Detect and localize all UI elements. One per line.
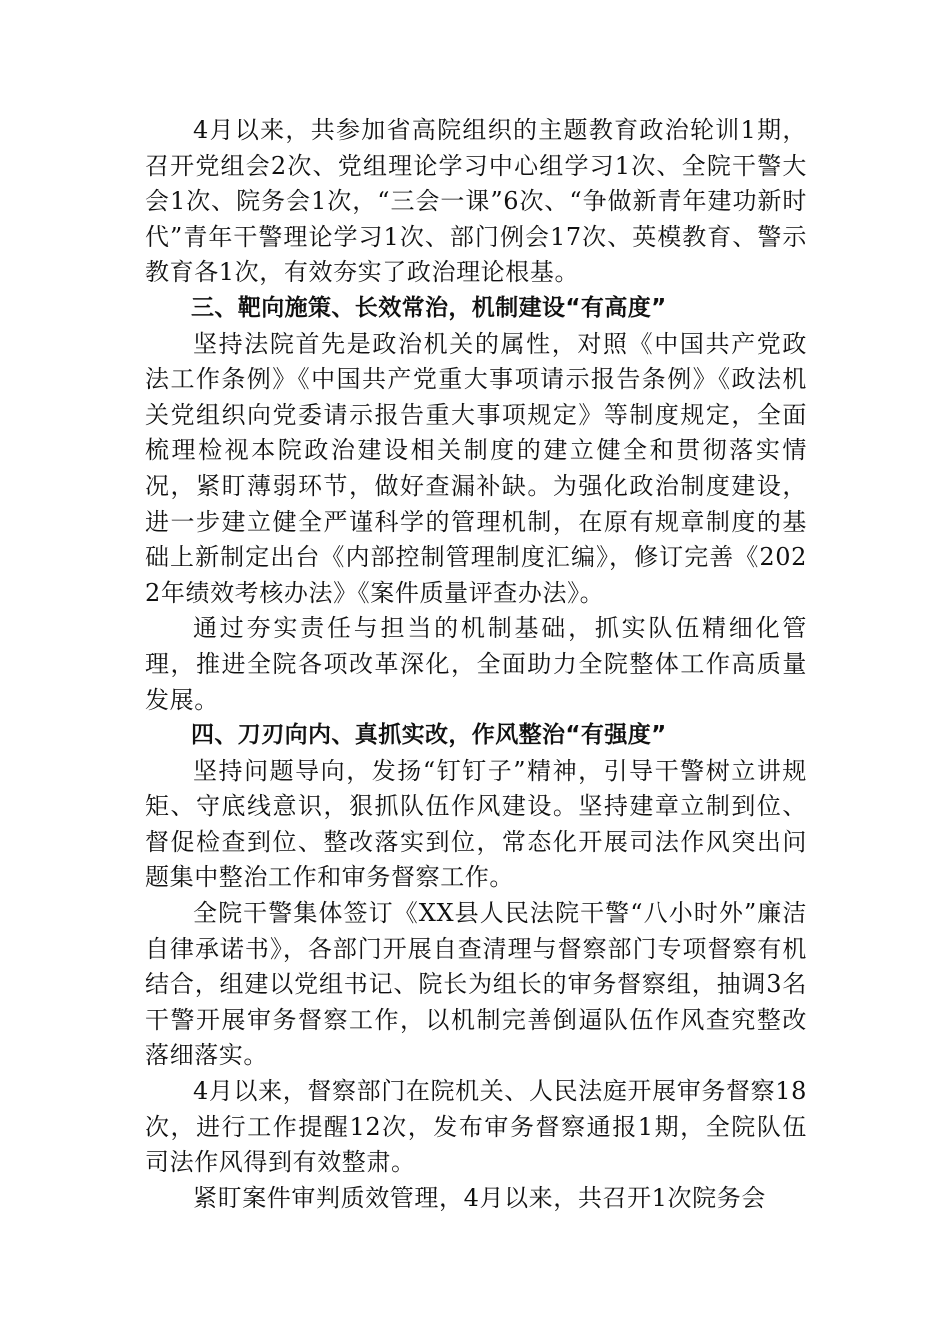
paragraph-integrity-pledge: 全院干警集体签订《XX县人民法院干警“八小时外”廉洁自律承诺书》，各部门开展自查清理与督察部门专项督察有机结合，组建以党组书记、院长为组长的审务督察组，抽调3名干警开展审务督察工作，以机制完善倒逼队伍作风查究整改落细落实。 xyxy=(145,899,807,1070)
paragraph-political-study-summary: 4月以来，共参加省高院组织的主题教育政治轮训1期，召开党组会2次、党组理论学习中心组学习1次、全院干警大会1次、院务会1次，“三会一课”6次、“争做新青年建功新时代”青年干警理论学习1次、部门例会17次、英模教育、警示教育各1次，有效夯实了政治理论根基。 xyxy=(145,116,807,287)
paragraph-mechanism-foundation: 通过夯实责任与担当的机制基础，抓实队伍精细化管理，推进全院各项改革深化，全面助力全院整体工作高质量发展。 xyxy=(145,614,807,714)
paragraph-case-quality-management: 紧盯案件审判质效管理，4月以来，共召开1次院务会 xyxy=(193,1183,766,1212)
document-body xyxy=(145,113,807,1216)
paragraph-inspection-results: 4月以来，督察部门在院机关、人民法庭开展审务督察18次，进行工作提醒12次，发布审务督察通报1期，全院队伍司法作风得到有效整肃。 xyxy=(145,1077,807,1177)
section-heading-style-rectification: 四、刀刃向内、真抓实改，作风整治“有强度” xyxy=(191,722,667,749)
paragraph-problem-orientation: 坚持问题导向，发扬“钉钉子”精神，引导干警树立讲规矩、守底线意识，狠抓队伍作风建设。坚持建章立制到位、督促检查到位、整改落实到位，常态化开展司法作风突出问题集中整治工作和审务督察工作。 xyxy=(145,756,807,892)
paragraph-institutional-review: 坚持法院首先是政治机关的属性，对照《中国共产党政法工作条例》《中国共产党重大事项请示报告条例》《政法机关党组织向党委请示报告重大事项规定》等制度规定，全面梳理检视本院政治建设相关制度的建立健全和贯彻落实情况，紧盯薄弱环节，做好查漏补缺。为强化政治制度建设，进一步建立健全严谨科学的管理机制，在原有规章制度的基础上新制定出台《内部控制管理制度汇编》，修订完善《2022年绩效考核办法》《案件质量评查办法》。 xyxy=(145,329,807,607)
section-heading-mechanism-building: 三、靶向施策、长效常治，机制建设“有高度” xyxy=(191,294,667,321)
